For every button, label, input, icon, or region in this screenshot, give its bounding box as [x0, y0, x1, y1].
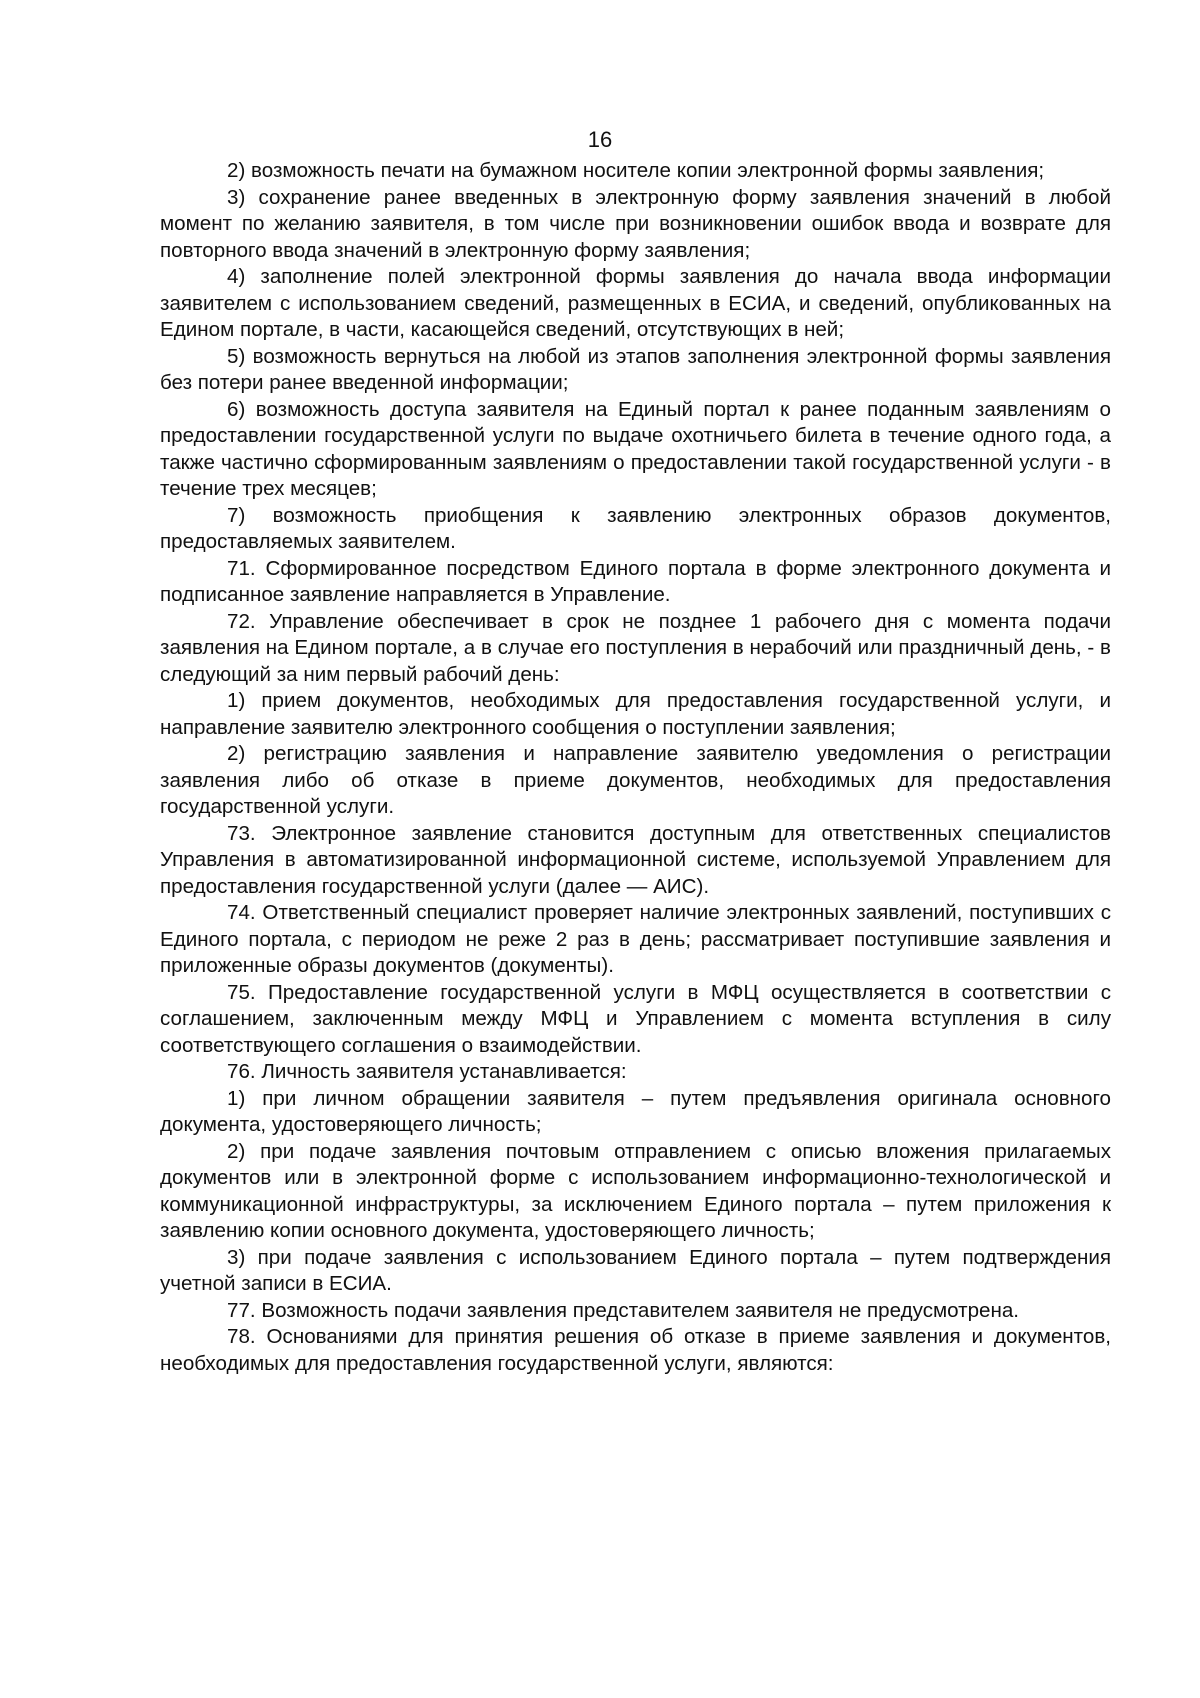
- paragraph-76-item-3: 3) при подаче заявления с использованием Единого портала – путем подтверждения учетной записи в ЕСИА.: [160, 1245, 1111, 1295]
- paragraph-75: 75. Предоставление государственной услуги в МФЦ осуществляется в соответствии с соглашением, заключенным между МФЦ и Управлением с момента вступления в силу соответствующего соглашения о взаимодействии.: [160, 980, 1111, 1057]
- paragraph-71: 71. Сформированное посредством Единого портала в форме электронного документа и подписанное заявление направляется в Управление.: [160, 556, 1111, 606]
- paragraph-72-item-1: 1) прием документов, необходимых для предоставления государственной услуги, и направление заявителю электронного сообщения о поступлении заявления;: [160, 689, 1111, 739]
- paragraph-72-item-2: 2) регистрацию заявления и направление заявителю уведомления о регистрации заявления либо об отказе в приеме документов, необходимых для предоставления государственной услуги.: [160, 742, 1111, 818]
- paragraph-item-7-attach-documents: 7) возможность приобщения к заявлению электронных образов документов, предоставляемых заявителем.: [160, 503, 1111, 553]
- paragraph-72: 72. Управление обеспечивает в срок не позднее 1 рабочего дня с момента подачи заявления на Едином портале, а в случае его поступления в нерабочий или праздничный день, - в следующий за ним первый рабочий день:: [160, 609, 1111, 686]
- document-body: [160, 158, 1111, 1377]
- paragraph-item-4-autofill: 4) заполнение полей электронной формы заявления до начала ввода информации заявителем с использованием сведений, размещенных в ЕСИА, и сведений, опубликованных на Едином портале, в части, касающейся сведений, отсутствующих в ней;: [160, 265, 1111, 341]
- paragraph-76: 76. Личность заявителя устанавливается:: [227, 1060, 627, 1083]
- paragraph-78: 78. Основаниями для принятия решения об отказе в приеме заявления и документов, необходимых для предоставления государственной услуги, являются:: [160, 1325, 1111, 1375]
- paragraph-item-5-return-to-step: 5) возможность вернуться на любой из этапов заполнения электронной формы заявления без потери ранее введенной информации;: [160, 344, 1111, 394]
- page-number: 16: [587, 127, 613, 152]
- paragraph-item-2-print: 2) возможность печати на бумажном носителе копии электронной формы заявления;: [227, 159, 1045, 182]
- paragraph-76-item-1: 1) при личном обращении заявителя – путем предъявления оригинала основного документа, удостоверяющего личность;: [160, 1086, 1111, 1136]
- paragraph-73: 73. Электронное заявление становится доступным для ответственных специалистов Управления в автоматизированной информационной системе, используемой Управлением для предоставления государственной услуги (далее — АИС).: [160, 821, 1111, 898]
- paragraph-item-6-access-applications: 6) возможность доступа заявителя на Единый портал к ранее поданным заявлениям о предоставлении государственной услуги по выдаче охотничьего билета в течение одного года, а также частично сформированным заявлениям о предоставлении такой государственной услуги - в течение трех месяцев;: [160, 397, 1111, 500]
- paragraph-77: 77. Возможность подачи заявления представителем заявителя не предусмотрена.: [227, 1298, 1020, 1322]
- paragraph-76-item-2: 2) при подаче заявления почтовым отправлением с описью вложения прилагаемых документов или в электронной форме с использованием информационно-технологической и коммуникационной инфраструктуры, за исключением Единого портала – путем приложения к заявлению копии основного документа, удостоверяющего личность;: [160, 1139, 1111, 1242]
- paragraph-item-3-save-values: 3) сохранение ранее введенных в электронную форму заявления значений в любой момент по желанию заявителя, в том числе при возникновении ошибок ввода и возврате для повторного ввода значений в электронную форму заявления;: [160, 185, 1111, 262]
- paragraph-74: 74. Ответственный специалист проверяет наличие электронных заявлений, поступивших с Единого портала, с периодом не реже 2 раз в день; рассматривает поступившие заявления и приложенные образы документов (документы).: [160, 901, 1111, 977]
